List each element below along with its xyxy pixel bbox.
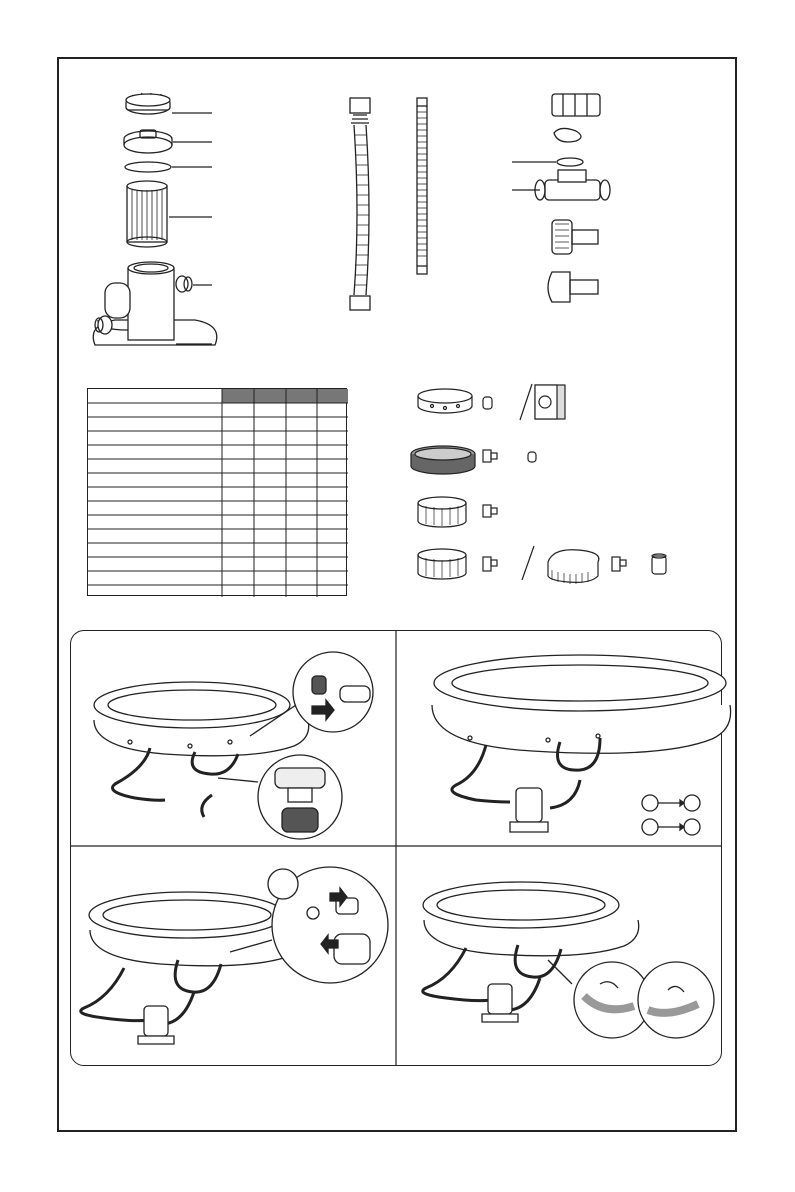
step-2 bbox=[432, 655, 731, 835]
filter-pump-icon bbox=[510, 788, 548, 832]
filter-pump-icon bbox=[482, 984, 518, 1022]
pool-icon bbox=[432, 655, 731, 753]
step-4 bbox=[423, 882, 714, 1038]
hose-icon bbox=[81, 968, 150, 1021]
step-3-marker bbox=[268, 869, 298, 899]
pool-icon bbox=[423, 882, 639, 956]
hose-icon bbox=[452, 745, 510, 802]
filter-pump-icon bbox=[138, 1006, 174, 1044]
step-1 bbox=[94, 652, 373, 839]
hose-icon bbox=[202, 795, 212, 817]
hose-icon bbox=[550, 780, 580, 808]
step-3 bbox=[81, 867, 388, 1044]
detail-zoom bbox=[638, 962, 714, 1038]
hose-icon bbox=[113, 748, 166, 800]
hose-icon bbox=[510, 978, 540, 1010]
hose-icon bbox=[423, 948, 492, 1001]
